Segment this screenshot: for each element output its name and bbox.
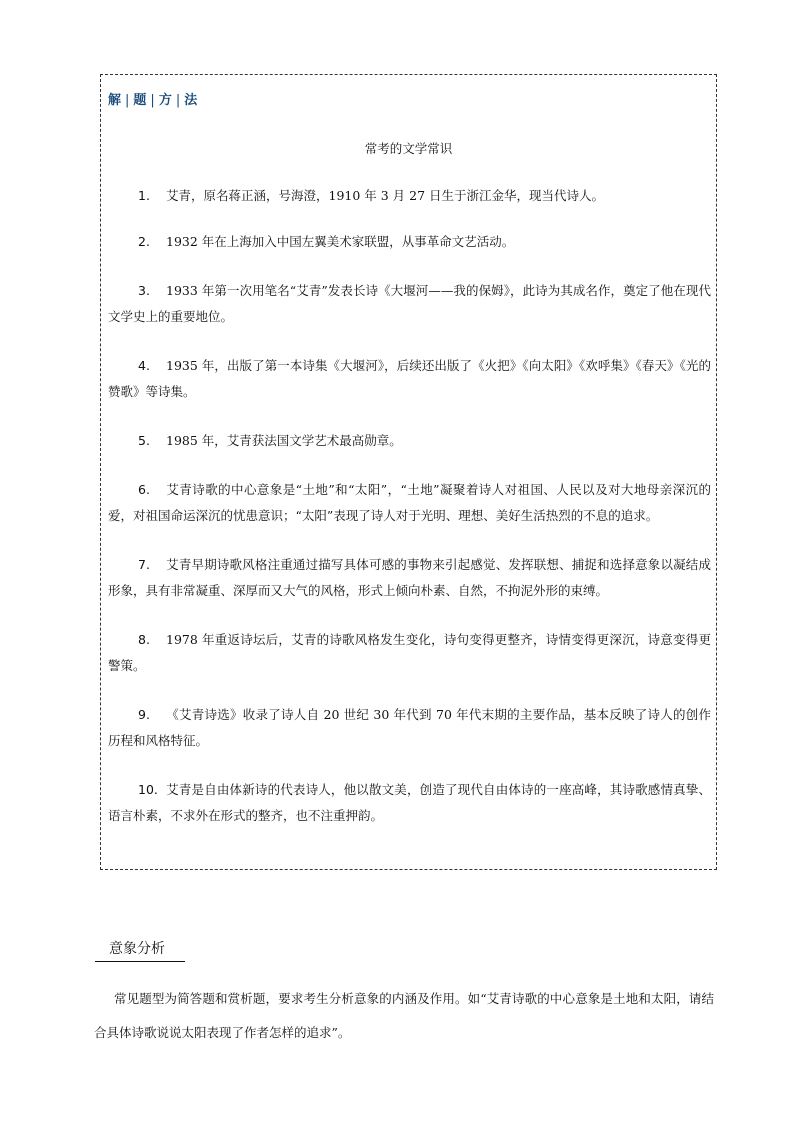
item-text: 艾青是自由体新诗的代表诗人，他以散文美，创造了现代自由体诗的一座高峰，其诗歌感情真挚、语言朴素，不求外在形式的整齐，也不注重押韵。 (108, 782, 711, 823)
title-separator: | (175, 93, 182, 108)
title-char: 题 (133, 93, 148, 108)
knowledge-list (108, 183, 711, 852)
title-char: 方 (158, 93, 173, 108)
item-number: 9. (138, 707, 150, 722)
title-separator: | (150, 93, 156, 108)
list-item (108, 627, 711, 679)
title-char: 法 (184, 93, 199, 108)
method-box-title (108, 89, 198, 108)
item-text: 1933 年第一次用笔名“艾青”发表长诗《大堰河——我的保姆》，此诗为其成名作，奠定了他在现代文学史上的重要地位。 (108, 283, 711, 324)
item-number: 2. (138, 234, 150, 249)
item-text: 艾青，原名蒋正涵，号海澄，1910 年 3 月 27 日生于浙江金华，现当代诗人。 (166, 188, 605, 203)
item-text: 1935 年，出版了第一本诗集《大堰河》，后续还出版了《火把》《向太阳》《欢呼集》《春天》《光的赞歌》等诗集。 (108, 358, 711, 399)
item-number: 8. (138, 632, 150, 647)
list-item (108, 278, 711, 330)
item-number: 3. (138, 283, 150, 298)
list-item (108, 428, 711, 454)
item-text: 1932 年在上海加入中国左翼美术家联盟，从事革命文艺活动。 (166, 234, 515, 249)
item-number: 1. (138, 188, 150, 203)
imagery-analysis-paragraph: 常见题型为简答题和赏析题，要求考生分析意象的内涵及作用。如“艾青诗歌的中心意象是土地和太阳，请结合具体诗歌说说太阳表现了作者怎样的追求”。 (94, 991, 714, 1040)
item-text: 艾青诗歌的中心意象是“土地”和“太阳”，“土地”凝聚着诗人对祖国、人民以及对大地母亲深沉的爱，对祖国命运深沉的忧患意识；“太阳”表现了诗人对于光明、理想、美好生活热烈的不息的追求。 (108, 482, 711, 523)
list-item (108, 229, 711, 255)
item-text: 艾青早期诗歌风格注重通过描写具体可感的事物来引起感觉、发挥联想、捕捉和选择意象以凝结成形象，具有非常凝重、深厚而又大气的风格，形式上倾向朴素、自然，不拘泥外形的束缚。 (108, 557, 711, 598)
list-item (108, 477, 711, 529)
list-item (108, 777, 711, 829)
imagery-analysis-heading: 意象分析 (95, 938, 185, 962)
list-item (108, 353, 711, 405)
item-text: 《艾青诗选》收录了诗人自 20 世纪 30 年代到 70 年代末期的主要作品，基本反映了诗人的创作历程和风格特征。 (108, 707, 711, 748)
list-item (108, 702, 711, 754)
title-char: 解 (108, 93, 123, 108)
item-number: 7. (138, 557, 150, 572)
item-number: 5. (138, 433, 150, 448)
list-item (108, 552, 711, 604)
method-box (100, 74, 717, 870)
item-number: 6. (138, 482, 150, 497)
item-text: 1978 年重返诗坛后，艾青的诗歌风格发生变化，诗句变得更整齐，诗情变得更深沉，诗意变得更警策。 (108, 632, 711, 673)
item-number: 10. (138, 782, 158, 797)
literary-knowledge-heading: 常考的文学常识 (364, 141, 453, 156)
item-number: 4. (138, 358, 150, 373)
title-separator: | (125, 93, 131, 108)
item-text: 1985 年，艾青获法国文学艺术最高勋章。 (166, 433, 402, 448)
list-item (108, 183, 711, 209)
